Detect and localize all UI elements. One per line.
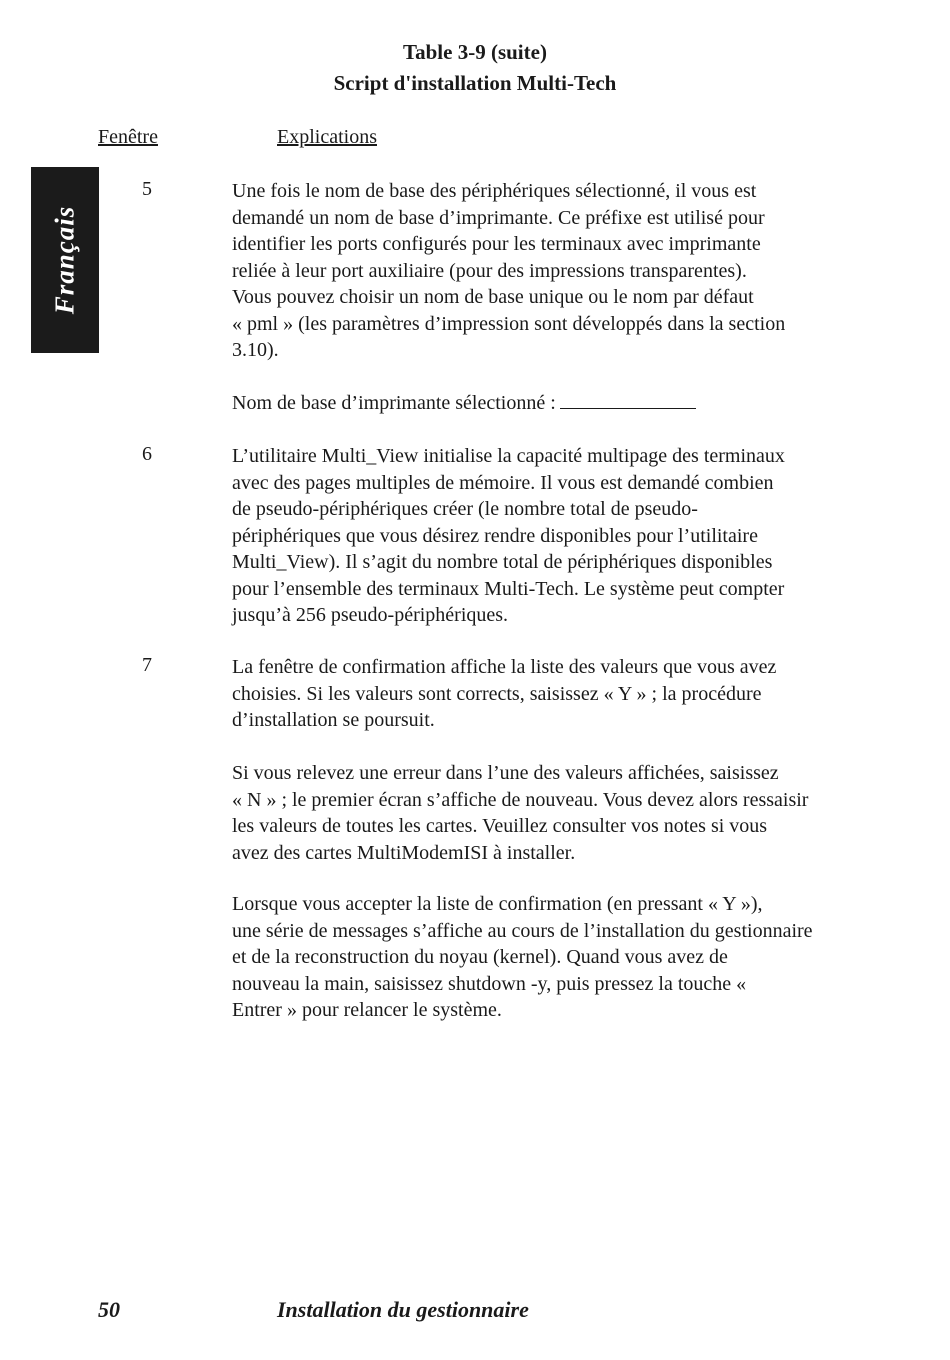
language-side-tab <box>31 167 99 353</box>
table-subtitle: Script d'installation Multi-Tech <box>333 71 617 95</box>
page-number: 50 <box>98 1297 120 1322</box>
table-title: Table 3-9 (suite) <box>403 40 547 64</box>
row-6-paragraph-1: L’utilitaire Multi_View initialise la capacité multipage des terminaux avec des pages multiples de mémoire. Il vous est demandé combien de pseudo-périphériques créer (le nombre total de pseudo- périphériques que vous désirez rendre disponibles pour l’utilitaire Multi_View). Il s’agit du nombre total de périphériques disponibles pour l’ensemble des terminaux Multi-Tech. Le système peut compter jusqu’à 256 pseudo-périphériques. <box>232 445 785 626</box>
row-5-paragraph-1: Une fois le nom de base des périphériques sélectionné, il vous est demandé un nom de base d’imprimante. Ce préfixe est utilisé pour identifier les ports configurés pour les terminaux avec imprimante reliée à leur port auxiliaire (pour des impressions transparentes). Vous pouvez choisir un nom de base unique ou le nom par défaut « pml » (les paramètres d’impression sont développés dans la section 3.10). <box>232 180 786 361</box>
printer-base-name-label: Nom de base d’imprimante sélectionné : <box>232 392 556 414</box>
footer-section-title: Installation du gestionnaire <box>277 1297 529 1322</box>
language-tab-label: Français <box>49 205 80 315</box>
printer-base-name-blank <box>560 390 696 409</box>
row-5-prompt-line <box>232 390 823 417</box>
row-number-5: 5 <box>142 178 152 200</box>
column-header-explanations: Explications <box>277 126 377 148</box>
row-7-paragraph-2: Si vous relevez une erreur dans l’une des valeurs affichées, saisissez « N » ; le premier écran s’affiche de nouveau. Vous devez alors ressaisir les valeurs de toutes les cartes. Veuillez consulter vos notes si vous avez des cartes MultiModemISI à installer. <box>232 762 809 864</box>
column-header-window: Fenêtre <box>98 126 158 148</box>
row-7-paragraph-1: La fenêtre de confirmation affiche la liste des valeurs que vous avez choisies. Si les valeurs sont corrects, saisissez « Y » ; la procédure d’installation se poursuit. <box>232 656 777 731</box>
row-7-paragraph-3: Lorsque vous accepter la liste de confirmation (en pressant « Y »), une série de messages s’affiche au cours de l’installation du gestionnaire et de la reconstruction du noyau (kernel). Quand vous avez de nouveau la main, saisissez shutdown -y, puis pressez la touche « Entrer » pour relancer le système. <box>232 893 813 1021</box>
row-number-7: 7 <box>142 654 152 676</box>
row-number-6: 6 <box>142 443 152 465</box>
